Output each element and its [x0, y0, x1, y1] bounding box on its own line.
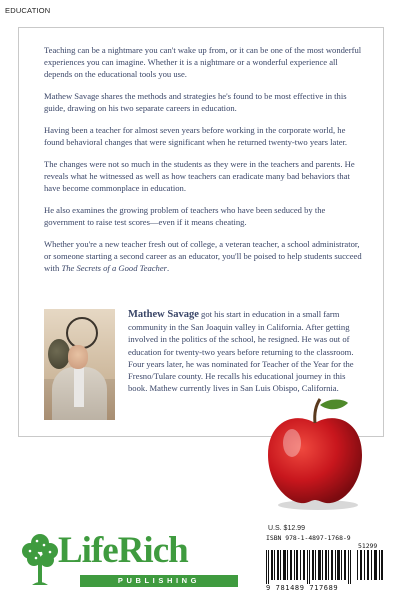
blurb-paragraph-final: [44, 238, 364, 275]
publisher-name: LifeRich: [58, 530, 188, 571]
apple-highlight: [283, 429, 301, 457]
wall-decoration: [66, 317, 98, 349]
back-cover-blurb: [44, 44, 364, 284]
apple-shadow: [278, 500, 358, 510]
author-shirt: [74, 367, 84, 407]
blurb-paragraph: The changes were not so much in the students as they were in the teachers and parents. He reveals what he witnessed as well as how teachers can eradicate many bad behaviors that have become commonplace in education.: [44, 158, 355, 194]
tree-icon: [20, 531, 60, 589]
blurb-paragraph: He also examines the growing problem of teachers who have been seduced by the government to raise test scores—even if it means cheating.: [44, 205, 326, 228]
isbn-barcode: [262, 532, 387, 594]
plant: [48, 339, 70, 369]
author-head: [68, 345, 88, 369]
blurb-text: .: [167, 263, 170, 274]
apple-leaf: [320, 400, 348, 410]
blurb-text: Whether you're a new teacher fresh out of college, a veteran teacher, a school administrator, or someone starting a second career as an educator, you'll be poised to help students succeed with: [44, 238, 362, 274]
author-name: Mathew Savage: [128, 309, 199, 320]
price-label: U.S. $12.99: [268, 525, 305, 532]
author-bio: [128, 308, 364, 394]
apple-stem: [315, 399, 320, 423]
blurb-paragraph: Having been a teacher for almost seven years before working in the corporate world, he found behavioral changes that were significant when he returned twenty-two years later.: [44, 125, 348, 148]
author-photo: [44, 309, 115, 420]
blurb-paragraph: Mathew Savage shares the methods and strategies he's found to be most effective in this guide, drawing on his two separate careers in education.: [44, 91, 347, 114]
author-bio-text: got his start in education in a small farm community in the San Joaquin valley in California. After getting involved in the politics of the school, he resigned. He was out of education for twenty-two years before returning to the classroom. Four years later, he was nominated for Teacher of the Year for the Fresno/Tulare county. He recalls his educational journey in this book. Mathew currently lives in San Luis Obispo, California.: [128, 309, 354, 394]
blurb-paragraph: Teaching can be a nightmare you can't wake up from, or it can be one of the most wonderful experiences you can imagine. Whether it is a nightmare or a wonderful experience all depends on the educational tools you use.: [44, 45, 362, 80]
apple-illustration: [260, 393, 370, 513]
price-barcode-bars: [357, 550, 383, 580]
publisher-logo: [20, 531, 240, 591]
barcode-bars: [266, 550, 352, 584]
barcode-number: 9 781489 717689: [266, 584, 339, 592]
price-code: 51299: [358, 542, 378, 550]
apple-body: [268, 418, 362, 503]
book-title: The Secrets of a Good Teacher: [61, 263, 168, 274]
category-label: EDUCATION: [5, 6, 51, 15]
isbn-text: ISBN 978-1-4897-1768-9: [266, 534, 351, 542]
publisher-tagline: PUBLISHING: [80, 575, 238, 587]
